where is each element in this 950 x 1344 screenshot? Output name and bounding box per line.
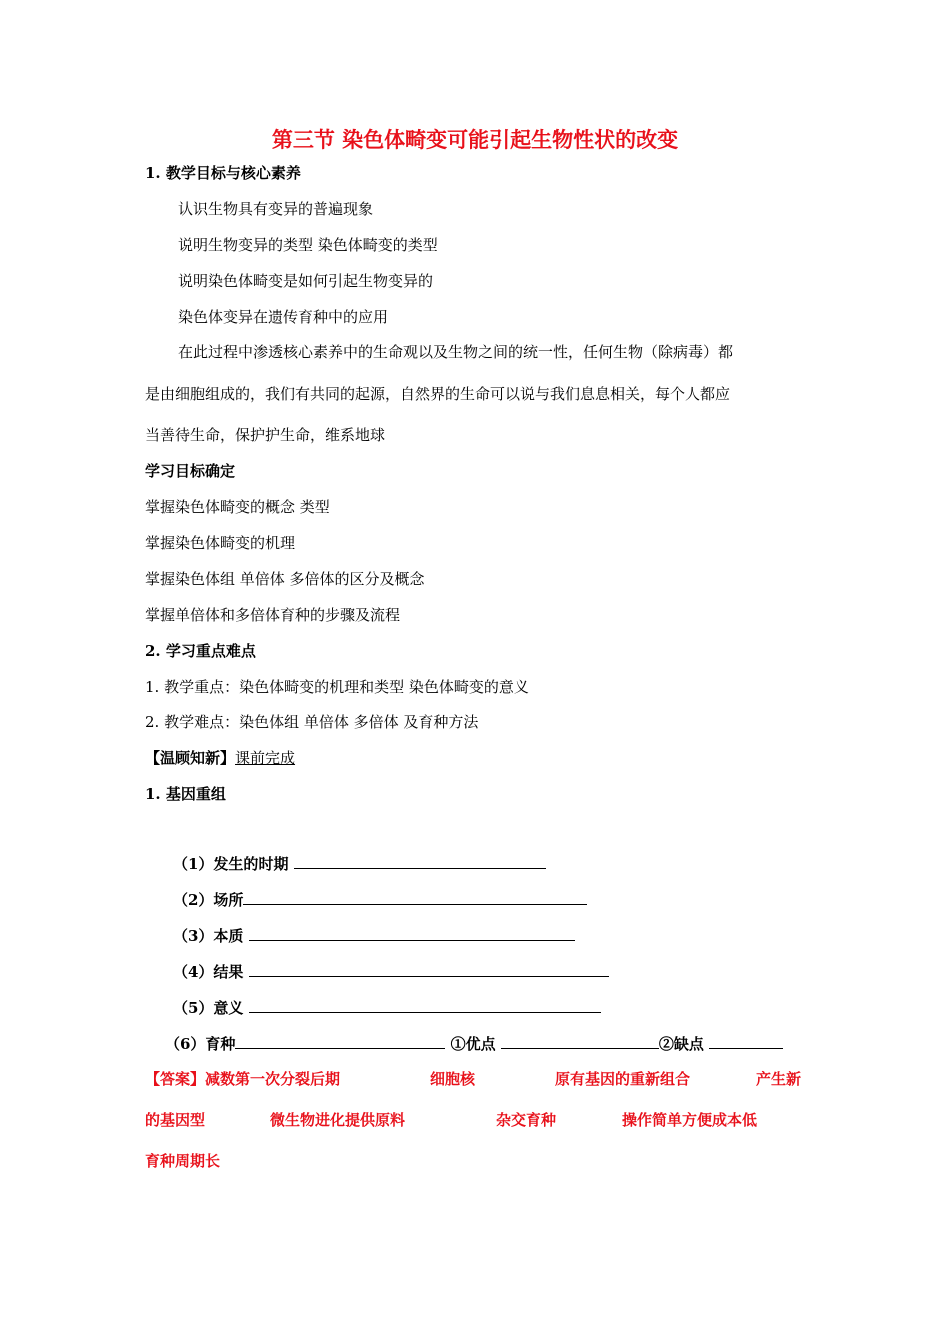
review-note: 课前完成 (235, 749, 296, 767)
page-title: 第三节 染色体畸变可能引起生物性状的改变 (271, 127, 679, 152)
objective-item: 认识生物具有变异的普遍现象 (178, 200, 374, 218)
answer-blank[interactable] (249, 998, 601, 1013)
review-line (145, 749, 295, 767)
goal-item: 掌握单倍体和多倍体育种的步骤及流程 (145, 606, 401, 624)
objective-item: 说明染色体畸变是如何引起生物变异的 (178, 272, 434, 290)
answer-blank[interactable] (243, 890, 587, 905)
question-label: （3）本质 (173, 927, 244, 945)
objective-item: 染色体变异在遗传育种中的应用 (178, 308, 389, 326)
answer-blank[interactable] (249, 926, 575, 941)
answer-item: 产生新 (756, 1070, 802, 1088)
question-label: （5）意义 (173, 999, 244, 1017)
advantage-label: ①优点 (450, 1035, 496, 1053)
goal-item: 掌握染色体组 单倍体 多倍体的区分及概念 (145, 570, 425, 588)
answer-item: 细胞核 (430, 1070, 476, 1088)
answer-item: 操作简单方便成本低 (622, 1111, 758, 1129)
answer-blank[interactable] (294, 854, 546, 869)
review-label: 【温顾知新】 (145, 749, 236, 767)
answer-item: 育种周期长 (145, 1152, 221, 1170)
question-5 (173, 998, 601, 1017)
question-6 (165, 1034, 783, 1053)
answer-item: 微生物进化提供原料 (270, 1111, 406, 1129)
goals-heading: 学习目标确定 (145, 462, 236, 480)
key-point: 1. 教学重点：染色体畸变的机理和类型 染色体畸变的意义 (145, 678, 529, 696)
question-label: （1）发生的时期 (173, 855, 289, 873)
paragraph-line: 在此过程中渗透核心素养中的生命观以及生物之间的统一性，任何生物（除病毒）都 (178, 343, 734, 361)
question-4 (173, 962, 609, 981)
objective-item: 说明生物变异的类型 染色体畸变的类型 (178, 236, 438, 254)
answer-blank[interactable] (249, 962, 609, 977)
difficult-point: 2. 教学难点：染色体组 单倍体 多倍体 及育种方法 (145, 713, 479, 731)
paragraph-line: 当善待生命，保护护生命，维系地球 (145, 426, 386, 444)
question-1 (173, 854, 546, 873)
question-2 (173, 890, 587, 909)
answer-item: 减数第一次分裂后期 (205, 1070, 341, 1088)
section1-heading: 1. 教学目标与核心素养 (145, 164, 301, 182)
answer-item: 原有基因的重新组合 (555, 1070, 691, 1088)
answer-item: 杂交育种 (496, 1111, 557, 1129)
question-label: （6）育种 (165, 1035, 236, 1053)
question-label: （4）结果 (173, 963, 244, 981)
disadvantage-label: ②缺点 (658, 1035, 704, 1053)
section2-heading: 2. 学习重点难点 (145, 642, 256, 660)
answer-item: 的基因型 (145, 1111, 206, 1129)
goal-item: 掌握染色体畸变的概念 类型 (145, 498, 330, 516)
answer-label-line (145, 1070, 340, 1088)
answer-label: 【答案】 (145, 1070, 206, 1088)
answer-blank[interactable] (501, 1034, 659, 1049)
paragraph-line: 是由细胞组成的，我们有共同的起源，自然界的生命可以说与我们息息相关，每个人都应 (145, 385, 731, 403)
answer-blank[interactable] (235, 1034, 445, 1049)
gene-heading: 1. 基因重组 (145, 785, 226, 803)
question-label: （2）场所 (173, 891, 244, 909)
question-3 (173, 926, 575, 945)
answer-blank[interactable] (709, 1034, 783, 1049)
goal-item: 掌握染色体畸变的机理 (145, 534, 296, 552)
